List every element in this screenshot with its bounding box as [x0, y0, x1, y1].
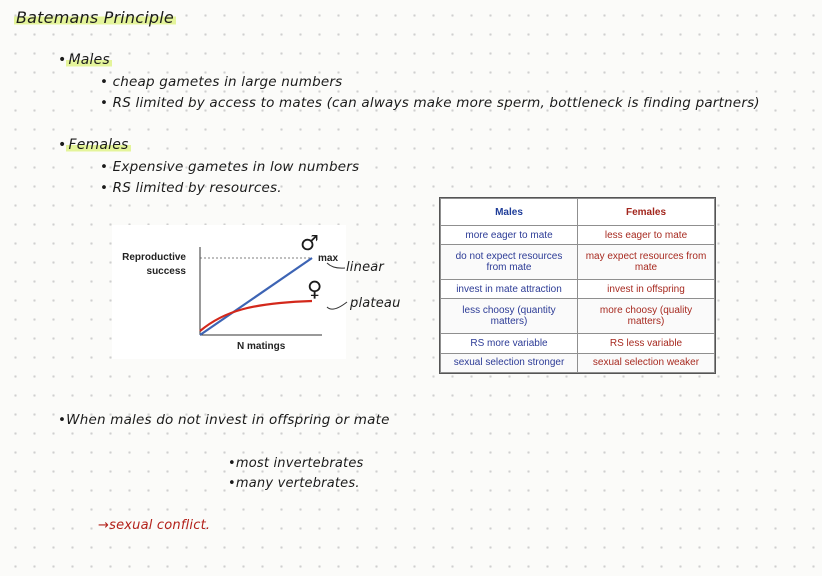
females-bullet-2: • RS limited by resources.	[100, 180, 282, 196]
comparison-table	[439, 197, 716, 374]
males-bullet-1: • cheap gametes in large numbers	[100, 74, 343, 90]
cell-male: more eager to mate	[441, 226, 578, 245]
max-label: max	[318, 253, 339, 264]
females-bullet-1: • Expensive gametes in low numbers	[100, 159, 360, 175]
males-bullet-2: • RS limited by access to mates (can always make more sperm, bottleneck is finding partners)	[100, 95, 760, 111]
males-heading: • Males	[58, 52, 110, 68]
female-plateau-curve	[200, 301, 312, 331]
plateau-annotation: plateau	[350, 296, 401, 311]
table-row	[441, 280, 715, 299]
cell-male: less choosy (quantity matters)	[441, 299, 578, 334]
table-row	[441, 245, 715, 280]
when-males-heading: •When males do not invest in offspring or mate	[58, 412, 390, 428]
cell-female: more choosy (quality matters)	[578, 299, 715, 334]
plateau-hook	[327, 302, 347, 309]
table-row	[441, 299, 715, 334]
table-row	[441, 226, 715, 245]
y-axis-label-line2: success	[146, 266, 186, 277]
table-row	[441, 353, 715, 372]
y-axis-label-line1: Reproductive	[122, 252, 186, 263]
cell-male: invest in mate attraction	[441, 280, 578, 299]
header-females: Females	[578, 199, 715, 226]
table-header-row	[441, 199, 715, 226]
when-males-bullet-1: •most invertebrates	[228, 456, 364, 471]
table-row	[441, 334, 715, 353]
cell-male: do not expect resources from mate	[441, 245, 578, 280]
cell-female: may expect resources from mate	[578, 245, 715, 280]
cell-female: invest in offspring	[578, 280, 715, 299]
linear-annotation: linear	[346, 260, 384, 275]
x-axis-label: N matings	[237, 341, 286, 352]
female-symbol-icon: ♀	[307, 277, 323, 301]
cell-female: sexual selection weaker	[578, 353, 715, 372]
cell-female: less eager to mate	[578, 226, 715, 245]
male-symbol-icon: ♂	[300, 231, 320, 255]
cell-female: RS less variable	[578, 334, 715, 353]
arrow-right-icon: →	[98, 518, 110, 533]
page-title: Batemans Principle	[16, 8, 174, 27]
header-males: Males	[441, 199, 578, 226]
females-heading: • Females	[58, 137, 129, 153]
male-linear-line	[200, 258, 312, 335]
conclusion: →sexual conflict.	[98, 518, 211, 533]
comparison-table-grid	[440, 198, 715, 373]
when-males-bullet-2: •many vertebrates.	[228, 476, 360, 491]
cell-male: RS more variable	[441, 334, 578, 353]
cell-male: sexual selection stronger	[441, 353, 578, 372]
linear-hook	[327, 263, 345, 268]
